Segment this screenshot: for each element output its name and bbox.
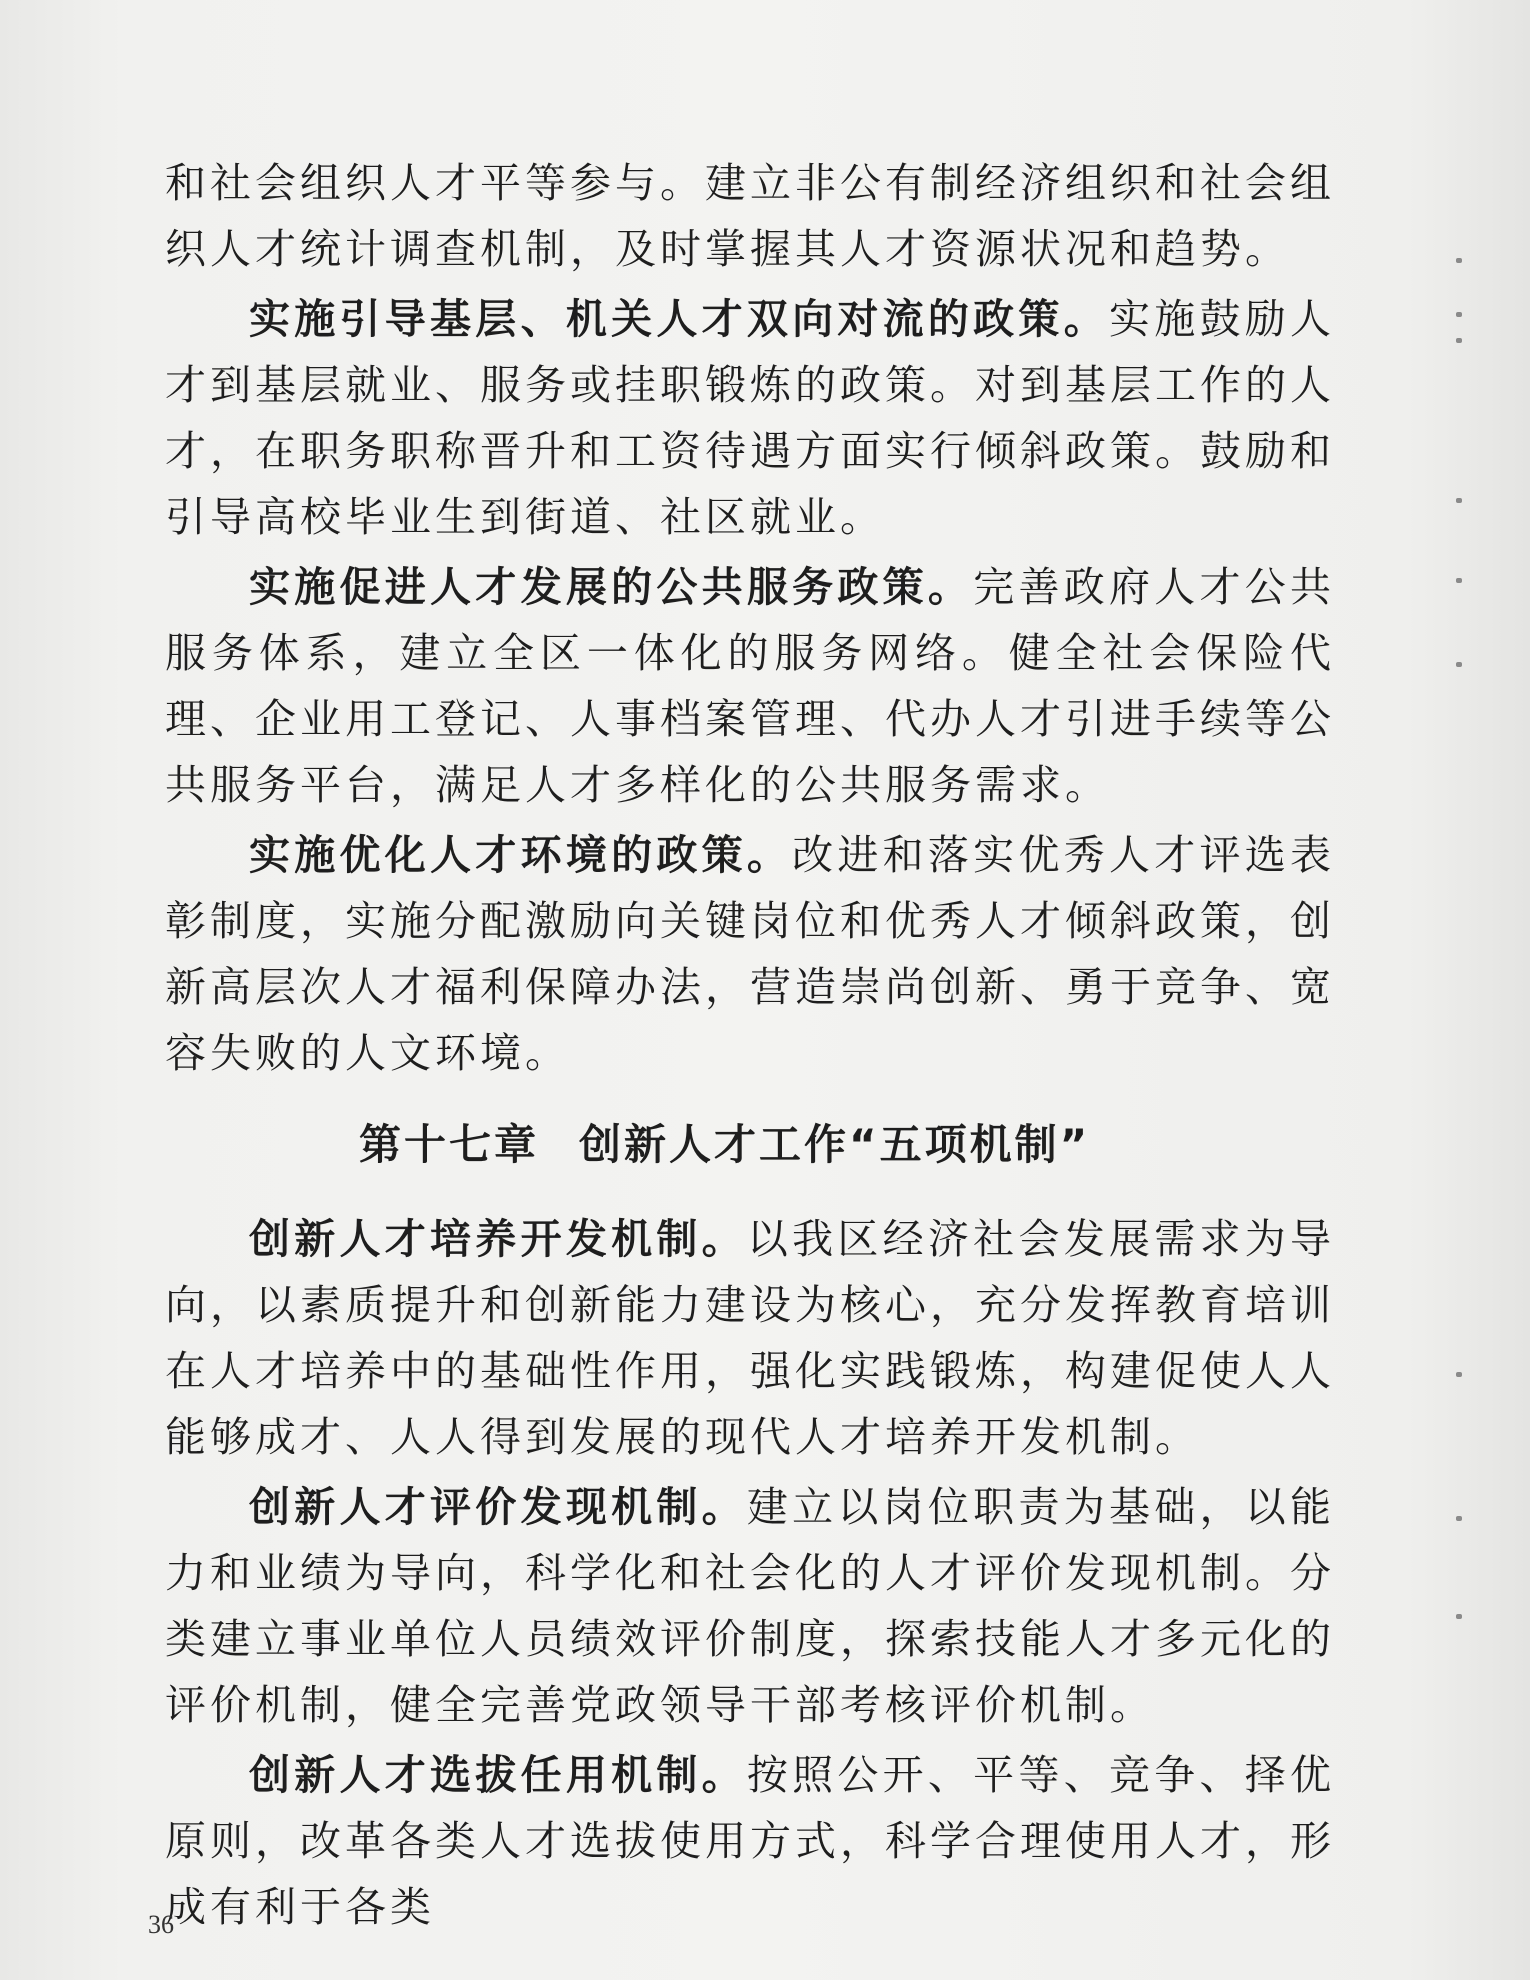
paragraph-text: 改进和落实优秀人才评选表彰制度，实施分配激励向关键岗位和优秀人才倾斜政策，创新高层次人才福利保障办法，营造崇尚创新、勇于竞争、宽容失败的人文环境。 <box>165 831 1336 1077</box>
page-content <box>165 150 1335 1944</box>
paragraph-text: 按照公开、平等、竞争、择优原则，改革各类人才选拔使用方式，科学合理使用人才，形成有利于各类 <box>165 1751 1336 1931</box>
paragraph-text: 和社会组织人才平等参与。建立非公有制经济组织和社会组织人才统计调查机制，及时掌握其人才资源状况和趋势。 <box>165 159 1335 273</box>
scan-mark <box>1456 578 1462 583</box>
scan-mark <box>1456 498 1462 503</box>
paragraph-3 <box>165 554 1335 818</box>
scan-mark <box>1456 662 1462 667</box>
paragraph-7 <box>165 1742 1335 1940</box>
paragraph-4 <box>165 822 1335 1086</box>
paragraph-2 <box>165 286 1335 550</box>
chapter-heading <box>165 1112 1335 1172</box>
paragraph-text: 建立以岗位职责为基础，以能力和业绩为导向，科学化和社会化的人才评价发现机制。分类建立事业单位人员绩效评价制度，探索技能人才多元化的评价机制，健全完善党政领导干部考核评价机制。 <box>165 1483 1336 1729</box>
paragraph-heading: 创新人才培养开发机制。 <box>249 1215 747 1263</box>
paragraph-text: 完善政府人才公共服务体系，建立全区一体化的服务网络。健全社会保险代理、企业用工登记、人事档案管理、代办人才引进手续等公共服务平台，满足人才多样化的公共服务需求。 <box>165 563 1336 809</box>
scan-mark <box>1456 312 1462 317</box>
paragraph-heading: 创新人才评价发现机制。 <box>249 1483 747 1531</box>
scan-mark <box>1456 258 1462 263</box>
paragraph-heading: 创新人才选拔任用机制。 <box>249 1751 747 1799</box>
paragraph-5 <box>165 1206 1335 1470</box>
scan-mark <box>1456 1372 1462 1377</box>
paragraph-heading: 实施引导基层、机关人才双向对流的政策。 <box>249 295 1109 343</box>
paragraph-heading: 实施促进人才发展的公共服务政策。 <box>249 563 974 611</box>
scan-mark <box>1456 338 1462 343</box>
paragraph-heading: 实施优化人才环境的政策。 <box>249 831 793 879</box>
scan-mark <box>1456 1516 1462 1521</box>
chapter-number: 第十七章 <box>359 1120 540 1169</box>
paragraph-text: 以我区经济社会发展需求为导向，以素质提升和创新能力建设为核心，充分发挥教育培训在人才培养中的基础性作用，强化实践锻炼，构建促使人人能够成才、人人得到发展的现代人才培养开发机制。 <box>165 1215 1336 1461</box>
chapter-title: 创新人才工作“五项机制” <box>579 1120 1091 1169</box>
scan-mark <box>1456 1614 1462 1619</box>
paragraph-text: 实施鼓励人才到基层就业、服务或挂职锻炼的政策。对到基层工作的人才，在职务职称晋升和工资待遇方面实行倾斜政策。鼓励和引导高校毕业生到街道、社区就业。 <box>165 295 1336 541</box>
page-number: 36 <box>148 1910 174 1939</box>
paragraph-6 <box>165 1474 1335 1738</box>
paragraph-1 <box>165 150 1335 282</box>
